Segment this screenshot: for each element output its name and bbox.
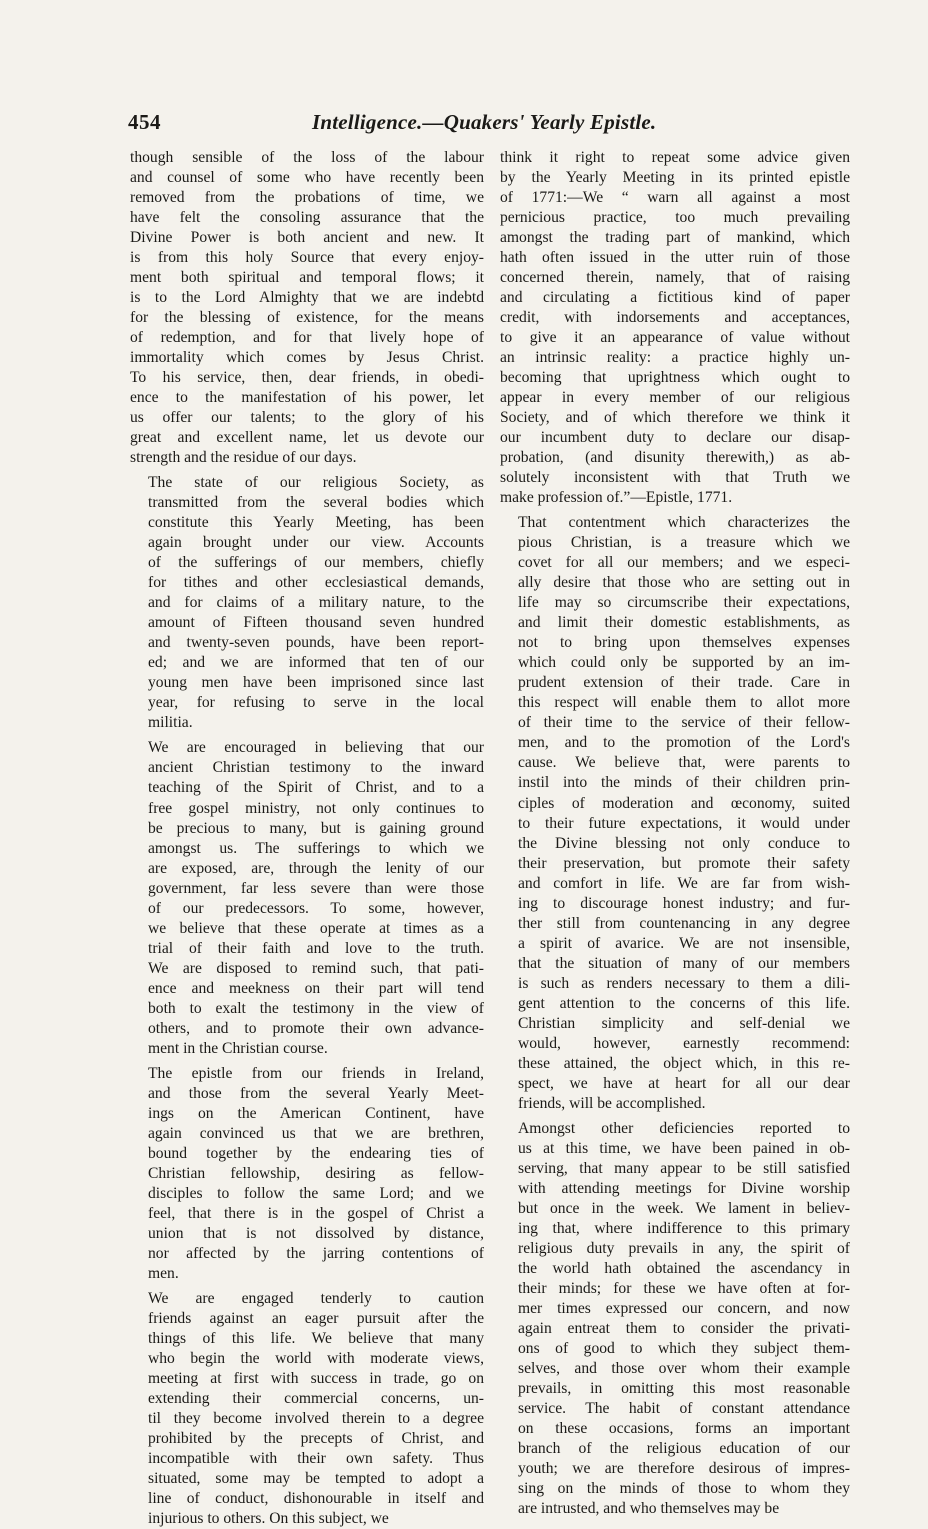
- text-line: is such as renders necessary to them a dili-: [518, 974, 850, 992]
- page-header: [128, 110, 852, 140]
- text-line: situated, some may be tempted to adopt a: [148, 1470, 484, 1488]
- text-line: cause. We believe that, were parents to: [518, 754, 850, 772]
- text-line: sing on the minds of those to whom they: [518, 1480, 850, 1498]
- text-line: Society, and of which therefore we think it: [500, 409, 850, 427]
- text-line: trial of their faith and love to the truth.: [148, 939, 484, 957]
- text-line: mer times expressed our concern, and now: [518, 1299, 850, 1317]
- text-line: their preservation, but promote their safety: [518, 854, 850, 872]
- text-line: a spirit of avarice. We are not insensible,: [518, 934, 850, 952]
- text-line: again convinced us that we are brethren,: [148, 1124, 484, 1142]
- right-column: [500, 148, 850, 1519]
- text-line: and for claims of a military nature, to the: [148, 594, 484, 612]
- text-line: we believe that these operate at times as a: [148, 919, 484, 937]
- text-line: not to bring upon themselves expenses: [518, 634, 850, 652]
- text-line: are intrusted, and who themselves may be: [518, 1500, 780, 1518]
- text-line: prudent extension of their trade. Care in: [518, 674, 850, 692]
- text-line: amount of Fifteen thousand seven hundred: [148, 614, 484, 632]
- text-line: We are disposed to remind such, that pati-: [148, 959, 484, 977]
- text-line: serving, that many appear to be still satisfied: [518, 1159, 850, 1177]
- text-line: who begin the world with moderate views,: [148, 1349, 484, 1367]
- text-line: of the sufferings of our members, chiefly: [148, 554, 484, 572]
- text-line: Divine Power is both ancient and new. It: [130, 229, 484, 247]
- text-line: ther still from countenancing in any degree: [518, 914, 850, 932]
- text-line: young men have been imprisoned since last: [148, 674, 484, 692]
- text-line: ancient Christian testimony to the inward: [148, 759, 484, 777]
- text-line: prevails, in omitting this most reasonable: [518, 1379, 850, 1397]
- text-line: bound together by the endearing ties of: [148, 1144, 484, 1162]
- text-line: to give it an appearance of value without: [500, 329, 850, 347]
- text-line: amongst us. The sufferings to which we: [148, 839, 484, 857]
- text-line: ings on the American Continent, have: [148, 1104, 484, 1122]
- text-line: selves, and those over whom their example: [518, 1359, 850, 1377]
- text-line: pious Christian, is a treasure which we: [518, 534, 850, 552]
- text-line: The state of our religious Society, as: [148, 474, 484, 492]
- text-line: and twenty-seven pounds, have been report-: [148, 634, 484, 652]
- text-line: make profession of.”—Epistle, 1771.: [500, 489, 733, 507]
- text-line: The epistle from our friends in Ireland,: [148, 1064, 484, 1082]
- text-line: union that is not dissolved by distance,: [148, 1224, 484, 1242]
- text-line: both to exalt the testimony in the view of: [148, 999, 484, 1017]
- running-title: Intelligence.—Quakers' Yearly Epistle.: [312, 110, 657, 134]
- text-line: be precious to many, but is gaining ground: [148, 819, 484, 837]
- paragraph: [500, 148, 850, 508]
- text-line: constitute this Yearly Meeting, has been: [148, 514, 484, 532]
- text-line: covet for all our members; and we especi-: [518, 554, 850, 572]
- text-line: is to the Lord Almighty that we are indebtd: [130, 289, 484, 307]
- text-line: Christian simplicity and self-denial we: [518, 1014, 850, 1032]
- paragraph: [500, 1119, 850, 1519]
- text-line: and those from the several Yearly Meet-: [148, 1084, 484, 1102]
- text-line: militia.: [148, 714, 193, 732]
- text-line: disciples to follow the same Lord; and we: [148, 1184, 484, 1202]
- text-line: concerned therein, namely, that of raising: [500, 269, 850, 287]
- text-line: again brought under our view. Accounts: [148, 534, 484, 552]
- text-line: spect, we have at heart for all our dear: [518, 1074, 850, 1092]
- text-line: removed from the probations of time, we: [130, 189, 484, 207]
- text-line: extending their commercial concerns, un-: [148, 1389, 484, 1407]
- text-line: instil into the minds of their children prin-: [518, 774, 850, 792]
- text-line: things of this life. We believe that many: [148, 1329, 484, 1347]
- text-line: these attained, the object which, in this re-: [518, 1054, 850, 1072]
- left-column: [130, 148, 484, 1529]
- text-line: ally desire that those who are setting out in: [518, 574, 850, 592]
- text-line: us offer our talents; to the glory of his: [130, 409, 484, 427]
- paragraph: [130, 148, 484, 468]
- text-line: becoming that uprightness which ought to: [500, 369, 850, 387]
- text-line: service. The habit of constant attendance: [518, 1399, 850, 1417]
- text-line: and limit their domestic establishments, as: [518, 614, 850, 632]
- text-line: probation, (and disunity therewith,) as ab-: [500, 449, 850, 467]
- text-line: by the Yearly Meeting in its printed epistle: [500, 169, 850, 187]
- text-line: would, however, earnestly recommend:: [518, 1034, 850, 1052]
- paragraph: [130, 1289, 484, 1529]
- text-line: solutely inconsistent with that Truth we: [500, 469, 850, 487]
- text-line: line of conduct, dishonourable in itself and: [148, 1490, 484, 1508]
- text-line: feel, that there is in the gospel of Christ a: [148, 1204, 484, 1222]
- text-line: but once in the week. We lament in believ-: [518, 1199, 850, 1217]
- text-line: think it right to repeat some advice given: [500, 149, 850, 166]
- paragraph: [130, 1064, 484, 1284]
- text-line: for the blessing of existence, for the means: [130, 309, 484, 327]
- text-line: ence and meekness on their part will tend: [148, 979, 484, 997]
- text-line: ment in the Christian course.: [148, 1039, 328, 1057]
- text-line: Amongst other deficiencies reported to: [518, 1119, 850, 1137]
- text-line: meeting at first with success in trade, go on: [148, 1369, 484, 1387]
- text-line: is from this holy Source that every enjoy-: [130, 249, 484, 267]
- text-line: branch of the religious education of our: [518, 1440, 850, 1457]
- text-line: and circulating a fictitious kind of paper: [500, 289, 850, 307]
- text-line: transmitted from the several bodies which: [148, 494, 484, 512]
- text-line: and comfort in life. We are far from wish-: [518, 874, 850, 892]
- text-line: religious duty prevails in any, the spirit of: [518, 1239, 850, 1257]
- text-line: with attending meetings for Divine worship: [518, 1179, 850, 1197]
- text-line: us at this time, we have been pained in ob-: [518, 1139, 850, 1157]
- text-line: to their future expectations, it would under: [518, 814, 850, 832]
- text-line: of their time to the service of their fellow-: [518, 714, 850, 732]
- text-line: the Divine blessing not only conduce to: [518, 834, 850, 852]
- text-line: appear in every member of our religious: [500, 389, 850, 407]
- text-line: are exposed, are, through the lenity of our: [148, 859, 484, 877]
- text-line: hath often issued in the utter ruin of those: [500, 249, 850, 267]
- text-line: ence to the manifestation of his power, let: [130, 389, 484, 407]
- paragraph: [130, 473, 484, 733]
- text-line: Christian fellowship, desiring as fellow-: [148, 1164, 484, 1182]
- text-line: an intrinsic reality: a practice highly un-: [500, 349, 850, 367]
- text-line: strength and the residue of our days.: [130, 449, 357, 467]
- text-line: We are encouraged in believing that our: [148, 739, 484, 757]
- text-line: the world hath obtained the ascendancy in: [518, 1259, 850, 1277]
- text-line: nor affected by the jarring contentions of: [148, 1244, 484, 1262]
- text-line: ed; and we are informed that ten of our: [148, 654, 484, 672]
- text-line: ciples of moderation and œconomy, suited: [518, 794, 850, 812]
- text-line: ons of good to which they subject them-: [518, 1339, 850, 1357]
- text-line: again entreat them to consider the privati-: [518, 1319, 850, 1337]
- text-line: ing that, where indifference to this primary: [518, 1219, 850, 1237]
- text-line: To his service, then, dear friends, in obedi-: [130, 369, 484, 387]
- text-line: on these occasions, forms an important: [518, 1419, 850, 1437]
- text-line: others, and to promote their own advance-: [148, 1019, 484, 1037]
- text-line: have felt the consoling assurance that the: [130, 209, 484, 227]
- text-line: men.: [148, 1264, 179, 1282]
- text-line: and counsel of some who have recently been: [130, 169, 484, 187]
- text-line: of redemption, and for that lively hope of: [130, 329, 484, 347]
- text-line: teaching of the Spirit of Christ, and to a: [148, 779, 484, 797]
- text-line: which could only be supported by an im-: [518, 654, 850, 672]
- text-line: great and excellent name, let us devote our: [130, 429, 484, 447]
- text-line: ing to discourage honest industry; and fur-: [518, 894, 850, 912]
- text-line: year, for refusing to serve in the local: [148, 694, 484, 712]
- text-line: youth; we are therefore desirous of impres-: [518, 1460, 850, 1478]
- text-line: amongst the trading part of mankind, which: [500, 229, 850, 247]
- paragraph: [500, 513, 850, 1113]
- text-line: pernicious practice, too much prevailing: [500, 209, 850, 227]
- text-line: incompatible with their own safety. Thus: [148, 1450, 484, 1467]
- text-line: of our predecessors. To some, however,: [148, 899, 484, 917]
- text-line: til they become involved therein to a degree: [148, 1409, 484, 1427]
- text-line: injurious to others. On this subject, we: [148, 1510, 389, 1528]
- text-line: men, and to the promotion of the Lord's: [518, 734, 850, 752]
- text-line: life may so circumscribe their expectations,: [518, 594, 850, 612]
- text-line: credit, with indorsements and acceptances,: [500, 309, 850, 327]
- text-line: this respect will enable them to allot more: [518, 694, 850, 712]
- text-line: for tithes and other ecclesiastical demands,: [148, 574, 484, 592]
- text-line: government, far less severe than were those: [148, 879, 484, 897]
- text-line: immortality which comes by Jesus Christ.: [130, 349, 484, 367]
- text-line: ment both spiritual and temporal flows; it: [130, 269, 484, 287]
- text-line: gent attention to the concerns of this life.: [518, 994, 850, 1012]
- text-line: friends, will be accomplished.: [518, 1094, 706, 1112]
- text-line: that the situation of many of our members: [518, 954, 850, 972]
- text-line: prohibited by the precepts of Christ, and: [148, 1429, 484, 1447]
- text-line: their minds; for these we have often at for-: [518, 1279, 850, 1297]
- text-line: free gospel ministry, not only continues to: [148, 799, 484, 817]
- paragraph: [130, 738, 484, 1058]
- text-line: our incumbent duty to declare our disap-: [500, 429, 850, 447]
- text-line: friends against an eager pursuit after the: [148, 1309, 484, 1327]
- page-number: 454: [128, 110, 161, 134]
- text-line: That contentment which characterizes the: [518, 514, 850, 532]
- text-line: though sensible of the loss of the labour: [130, 149, 484, 166]
- text-line: We are engaged tenderly to caution: [148, 1289, 484, 1307]
- text-line: of 1771:—We “ warn all against a most: [500, 189, 850, 207]
